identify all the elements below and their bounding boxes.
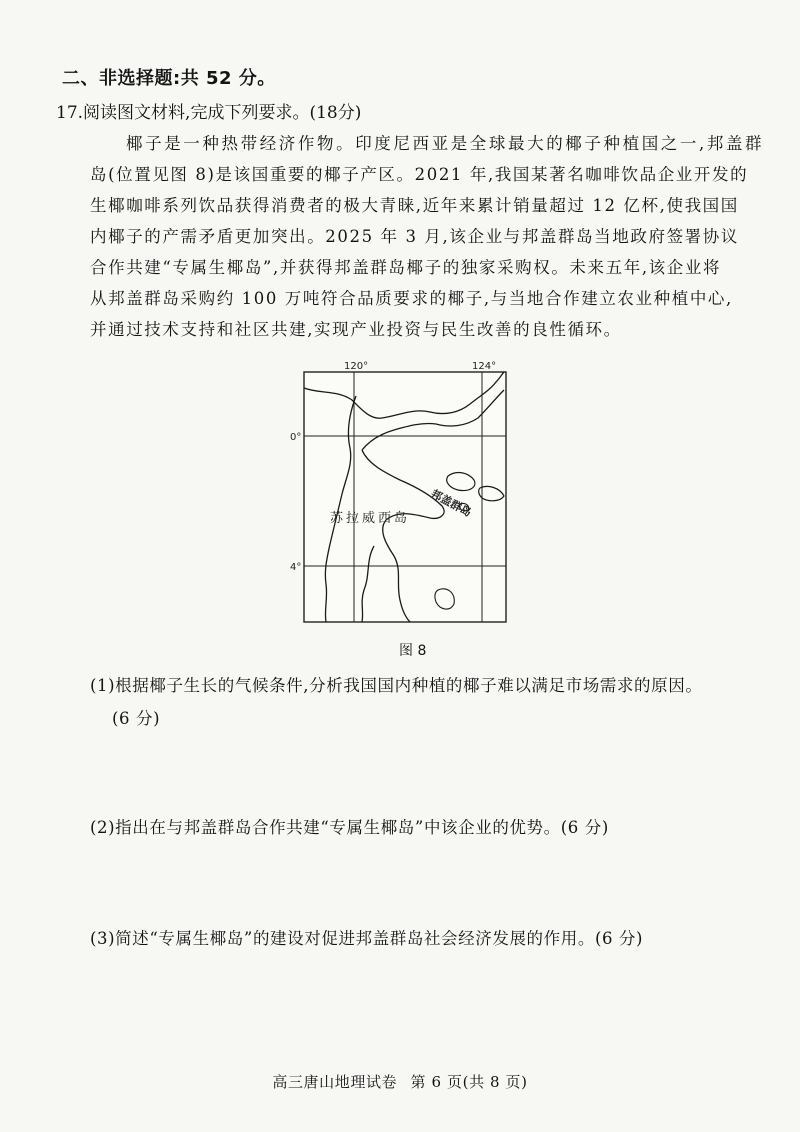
page-footer	[0, 1071, 800, 1092]
sub-question-1-points: (6 分)	[112, 709, 161, 728]
paragraph-line: 内椰子的产需矛盾更加突出。2025 年 3 月,该企业与邦盖群岛当地政府签署协议	[90, 227, 739, 246]
question-paragraph	[90, 128, 765, 345]
lat-label-0: 0°	[290, 432, 302, 443]
map-frame	[304, 372, 506, 622]
exam-name: 高三唐山地理试卷	[272, 1073, 398, 1091]
sub-question-3: (3)简述“专属生椰岛”的建设对促进邦盖群岛社会经济发展的作用。(6 分)	[90, 929, 644, 948]
sub-question-2: (2)指出在与邦盖群岛合作共建“专属生椰岛”中该企业的优势。(6 分)	[90, 818, 609, 837]
lon-label-120: 120°	[344, 361, 369, 372]
section-heading: 二、非选择题:共 52 分。	[62, 68, 276, 89]
page-number: 第 6 页(共 8 页)	[410, 1073, 528, 1091]
figure-8-map	[290, 360, 520, 640]
paragraph-line: 椰子是一种热带经济作物。印度尼西亚是全球最大的椰子种植国之一,邦盖群	[126, 134, 765, 153]
archipelago-label-banggai: 邦盖群岛	[428, 487, 474, 520]
paragraph-line: 并通过技术支持和社区共建,实现产业投资与民生改善的良性循环。	[90, 320, 622, 339]
paragraph-line: 岛(位置见图 8)是该国重要的椰子产区。2021 年,我国某著名咖啡饮品企业开发的	[90, 165, 749, 184]
question-title: 17.阅读图文材料,完成下列要求。(18分)	[56, 103, 362, 123]
paragraph-line: 合作共建“专属生椰岛”,并获得邦盖群岛椰子的独家采购权。未来五年,该企业将	[90, 258, 722, 277]
paragraph-line: 从邦盖群岛采购约 100 万吨符合品质要求的椰子,与当地合作建立农业种植中心,	[90, 289, 733, 308]
island-label-sulawesi: 苏拉威西岛	[330, 511, 411, 526]
figure-caption: 图 8	[399, 643, 427, 659]
paragraph-line: 生椰咖啡系列饮品获得消费者的极大青睐,近年来累计销量超过 12 亿杯,使我国国	[90, 196, 739, 215]
sub-question-1: (1)根据椰子生长的气候条件,分析我国国内种植的椰子难以满足市场需求的原因。	[90, 676, 703, 695]
lat-label-4: 4°	[290, 562, 302, 573]
lon-label-124: 124°	[472, 361, 497, 372]
